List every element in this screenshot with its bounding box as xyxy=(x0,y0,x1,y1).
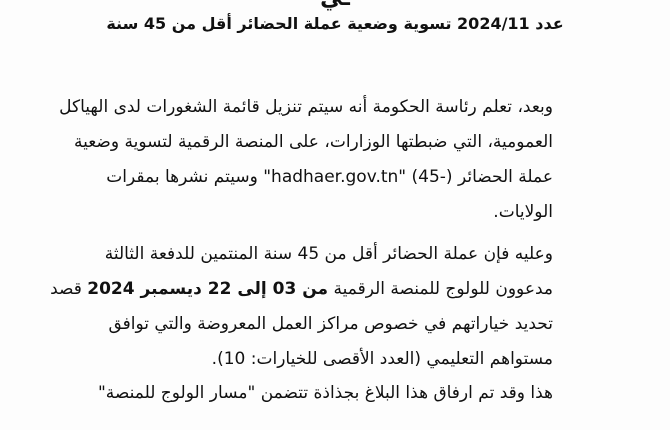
paragraph-2-text: مدعوون للولوج للمنصة الرقمية xyxy=(328,279,553,299)
paragraph-1-line: العمومية، التي ضبطتها الوزارات، على المنصة الرقمية لتسوية وضعية xyxy=(73,132,553,152)
header-fragment xyxy=(0,0,670,11)
paragraph-2-line: وعليه فإن عملة الحضائر أقل من 45 سنة المنتمين للدفعة الثالثة xyxy=(104,244,553,264)
paragraph-3-line: هذا وقد تم ارفاق هذا البلاغ بجذاذة تتضمن "مسار الولوج للمنصة" xyxy=(97,383,553,403)
paragraph-2 xyxy=(50,237,553,377)
paragraph-2-line xyxy=(50,272,553,307)
paragraph-2-line: مستواهم التعليمي (العدد الأقصى للخيارات: 10). xyxy=(211,349,553,369)
paragraph-2-line: تحديد خياراتهم في خصوص مراكز العمل المعروضة والتي توافق xyxy=(108,314,553,334)
date-range-highlight: من 03 إلى 22 ديسمبر 2024 xyxy=(87,279,329,299)
paragraph-1 xyxy=(59,90,553,230)
paragraph-1-line: الولايات. xyxy=(493,202,553,222)
document-title: عدد 2024/11 تسوية وضعية عملة الحضائر أقل من 45 سنة xyxy=(106,14,564,33)
paragraph-3 xyxy=(97,376,553,411)
paragraph-1-line: وبعد، تعلم رئاسة الحكومة أنه سيتم تنزيل قائمة الشغورات لدى الهياكل xyxy=(59,97,553,117)
paragraph-2-text: قصد xyxy=(50,279,88,299)
paragraph-1-line: عملة الحضائر (-45) "hadhaer.gov.tn" وسيتم نشرها بمقرات xyxy=(106,167,553,187)
